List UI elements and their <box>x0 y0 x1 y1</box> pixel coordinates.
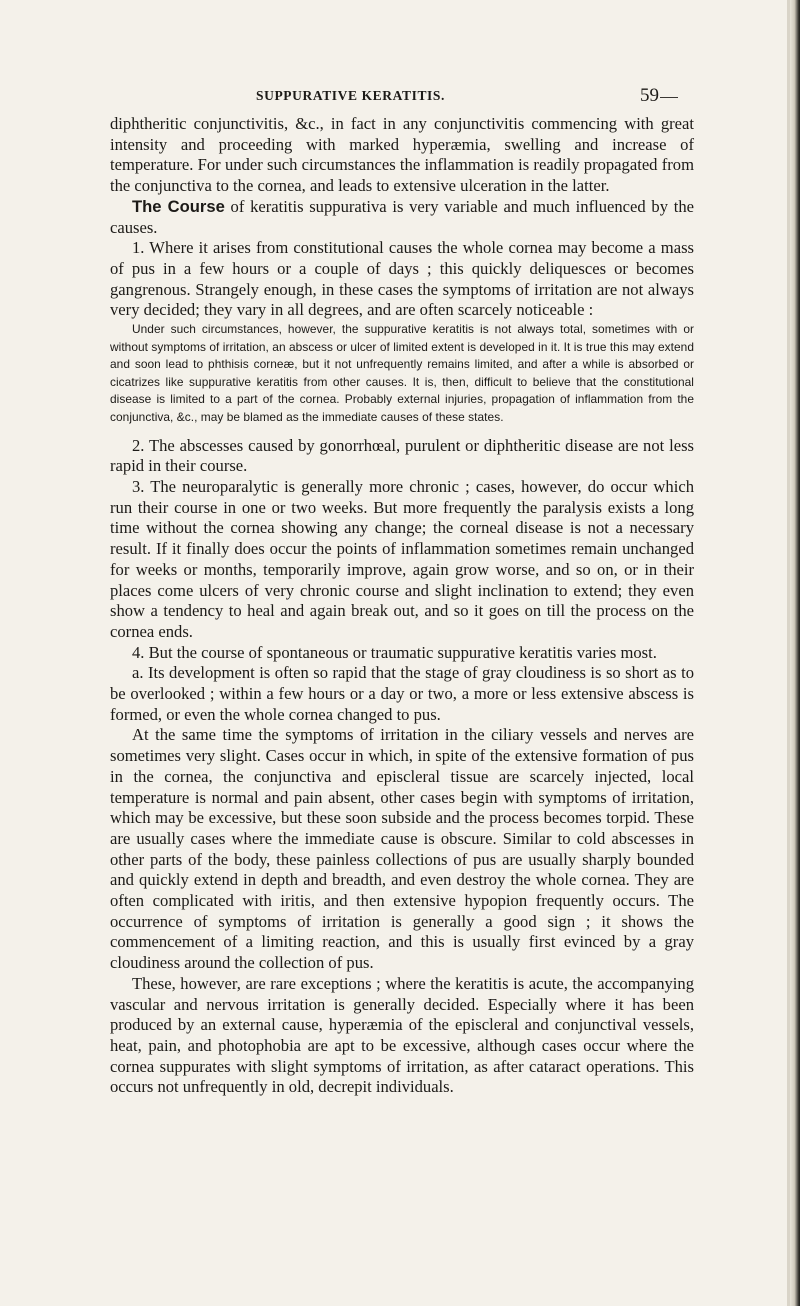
paragraph-gonorrhoeal: 2. The abscesses caused by gonorrhœal, purulent or diphtheritic disease are not less rapid in their course. <box>110 435 694 476</box>
page-edge-shadow <box>790 0 800 1306</box>
paragraph-traumatic: 4. But the course of spontaneous or traumatic suppurative keratitis varies most. <box>132 642 657 662</box>
course-text: of keratitis suppurativa is very variable and much influenced by the causes. <box>110 196 694 237</box>
small-print-note: Under such circumstances, however, the suppurative keratitis is not always total, sometimes with or without symptoms of irritation, an abscess or ulcer of limited extent is developed in it. It is true this may extend and soon lead to phthisis corneæ, but it not unfrequently remains limited, and after a while is absorbed or cicatrizes like suppurative keratitis from other causes. It is, then, difficult to believe that the constitutional disease is limited to a part of the cornea. Probably external injuries, propagation of inflammation from the conjunctiva, &c., may be blamed as the immediate causes of these states. <box>110 322 694 424</box>
page-number-rule <box>660 97 678 98</box>
body-text <box>110 114 694 1098</box>
paragraph-development: a. Its development is often so rapid that the stage of gray cloudiness is so short as to be overlooked ; within a few hours or a day or two, a more or less extensive abscess is formed, or even the whole cornea changed to pus. <box>110 663 694 724</box>
page-header <box>0 85 800 112</box>
paragraph-exceptions: These, however, are rare exceptions ; where the keratitis is acute, the accompanying vascular and nervous irritation is generally decided. Especially where it has been produced by an external cause, hyperæmia of the episcleral and conjunctival vessels, heat, pain, and photophobia are apt to be excessive, although cases occur where the cornea suppurates with slight symptoms of irritation, as after cataract operations. This occurs not unfrequently in old, decrepit individuals. <box>110 973 694 1097</box>
paragraph-continued: diphtheritic conjunctivitis, &c., in fact in any conjunctivitis commencing with great intensity and proceeding with marked hyperæmia, swelling and increase of temperature. For under such circumstances the inflammation is readily propagated from the conjunctiva to the cornea, and leads to extensive ulceration in the latter. <box>110 114 694 196</box>
paragraph-neuroparalytic: 3. The neuroparalytic is generally more chronic ; cases, however, do occur which run their course in one or two weeks. But more frequently the paralysis exists a long time without the cornea showing any change; the corneal disease is not a necessary result. If it finally does occur the points of inflammation sometimes remain unchanged for weeks or months, temporarily improve, again grow worse, and so on, or in their places come ulcers of very chronic course and slight inclination to extend; they even show a tendency to heal and again break out, and so it goes on till the process on the cornea ends. <box>110 477 694 641</box>
paragraph-irritation: At the same time the symptoms of irritation in the ciliary vessels and nerves are sometimes very slight. Cases occur in which, in spite of the extensive formation of pus in the cornea, the conjunctiva and episcleral tissue are scarcely injected, local temperature is normal and pain absent, other cases begin with symptoms of irritation, which may be excessive, but these soon subside and the process becomes torpid. These are usually cases where the immediate cause is obscure. Similar to cold abscesses in other parts of the body, these painless collections of pus are usually sharply bounded and quickly extend in depth and breadth, and even destroy the whole cornea. They are often complicated with iritis, and then extensive hypopion frequently occurs. The occurrence of symptoms of irritation is generally a good sign ; it shows the commencement of a limiting reaction, and this is usually first evinced by a gray cloudiness around the collection of pus. <box>110 725 694 973</box>
course-heading: The Course <box>132 196 225 216</box>
paragraph-constitutional: 1. Where it arises from constitutional causes the whole cornea may become a mass of pus in a few hours or a couple of days ; this quickly deliquesces or becomes gangrenous. Strangely enough, in these cases the symptoms of irritation are not always very decided; they vary in all degrees, and are often scarcely noticeable : <box>110 238 694 320</box>
running-title: SUPPURATIVE KERATITIS. <box>256 88 445 103</box>
paragraph-course <box>110 197 694 238</box>
page-number: 59 <box>640 85 659 106</box>
